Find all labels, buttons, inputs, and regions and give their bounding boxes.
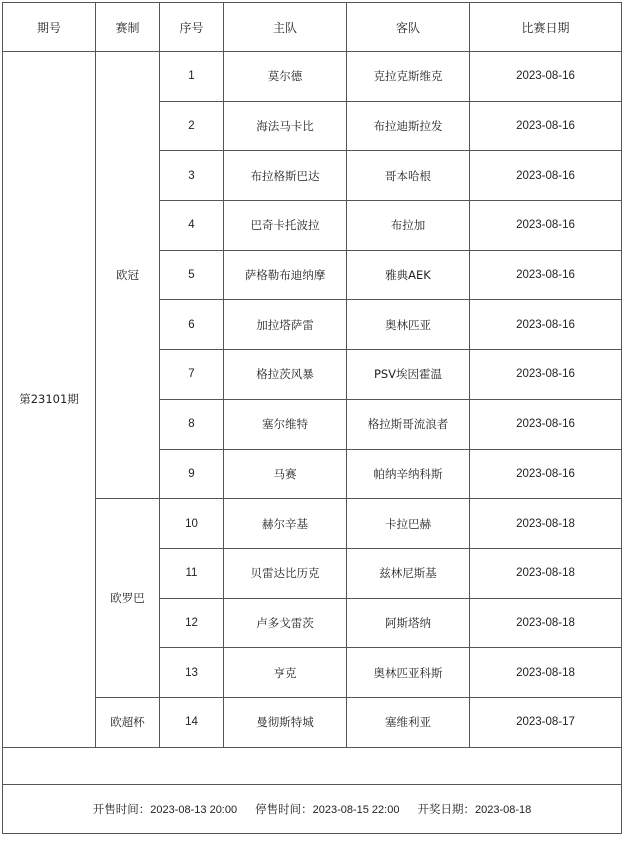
match-index: 13 — [160, 648, 224, 698]
home-team: 贝雷达比历克 — [224, 548, 347, 598]
match-date: 2023-08-16 — [470, 399, 622, 449]
home-team: 马赛 — [224, 449, 347, 499]
header-home: 主队 — [224, 3, 347, 52]
match-index: 5 — [160, 250, 224, 300]
away-team: 克拉克斯维克 — [347, 52, 470, 102]
competition-cell: 欧超杯 — [96, 697, 160, 747]
match-index: 10 — [160, 499, 224, 549]
home-team: 海法马卡比 — [224, 101, 347, 151]
home-team: 莫尔德 — [224, 52, 347, 102]
away-team: 格拉斯哥流浪者 — [347, 399, 470, 449]
match-date: 2023-08-17 — [470, 697, 622, 747]
away-team: 兹林尼斯基 — [347, 548, 470, 598]
table-row — [3, 697, 622, 747]
home-team: 塞尔维特 — [224, 399, 347, 449]
match-date: 2023-08-16 — [470, 250, 622, 300]
away-team: PSV埃因霍温 — [347, 350, 470, 400]
home-team: 布拉格斯巴达 — [224, 151, 347, 201]
match-date: 2023-08-16 — [470, 151, 622, 201]
match-date: 2023-08-16 — [470, 350, 622, 400]
table-row — [3, 52, 622, 102]
away-team: 奥林匹亚科斯 — [347, 648, 470, 698]
match-index: 1 — [160, 52, 224, 102]
header-date: 比赛日期 — [470, 3, 622, 52]
away-team: 布拉迪斯拉发 — [347, 101, 470, 151]
away-team: 卡拉巴赫 — [347, 499, 470, 549]
away-team: 奥林匹亚 — [347, 300, 470, 350]
match-schedule-table — [2, 2, 622, 834]
blank-cell — [3, 747, 622, 784]
draw-date-value: 2023-08-18 — [474, 803, 532, 816]
match-index: 6 — [160, 300, 224, 350]
away-team: 雅典AEK — [347, 250, 470, 300]
period-cell: 第23101期 — [3, 52, 96, 748]
header-competition: 赛制 — [96, 3, 160, 52]
header-index: 序号 — [160, 3, 224, 52]
home-team: 赫尔辛基 — [224, 499, 347, 549]
match-index: 11 — [160, 548, 224, 598]
match-date: 2023-08-16 — [470, 449, 622, 499]
header-row — [3, 3, 622, 52]
sale-end-label: 停售时间： — [255, 801, 313, 816]
blank-row — [3, 747, 622, 784]
competition-cell: 欧罗巴 — [96, 499, 160, 698]
home-team: 加拉塔萨雷 — [224, 300, 347, 350]
match-index: 3 — [160, 151, 224, 201]
away-team: 塞维利亚 — [347, 697, 470, 747]
table-row — [3, 499, 622, 549]
away-team: 布拉加 — [347, 201, 470, 251]
sale-end-value: 2023-08-15 22:00 — [312, 803, 400, 816]
match-date: 2023-08-18 — [470, 548, 622, 598]
competition-cell: 欧冠 — [96, 52, 160, 499]
match-index: 4 — [160, 201, 224, 251]
match-index: 12 — [160, 598, 224, 648]
away-team: 哥本哈根 — [347, 151, 470, 201]
match-date: 2023-08-16 — [470, 52, 622, 102]
home-team: 萨格勒布迪纳摩 — [224, 250, 347, 300]
match-index: 8 — [160, 399, 224, 449]
home-team: 巴奇卡托波拉 — [224, 201, 347, 251]
match-date: 2023-08-18 — [470, 499, 622, 549]
home-team: 曼彻斯特城 — [224, 697, 347, 747]
match-date: 2023-08-18 — [470, 648, 622, 698]
home-team: 亨克 — [224, 648, 347, 698]
draw-date-label: 开奖日期： — [417, 801, 475, 816]
match-date: 2023-08-16 — [470, 300, 622, 350]
match-index: 14 — [160, 697, 224, 747]
home-team: 格拉茨风暴 — [224, 350, 347, 400]
header-period: 期号 — [3, 3, 96, 52]
match-date: 2023-08-18 — [470, 598, 622, 648]
header-away: 客队 — [347, 3, 470, 52]
match-index: 9 — [160, 449, 224, 499]
footer-cell — [3, 784, 622, 833]
match-index: 2 — [160, 101, 224, 151]
away-team: 帕纳辛纳科斯 — [347, 449, 470, 499]
match-index: 7 — [160, 350, 224, 400]
sale-start-label: 开售时间： — [92, 801, 151, 816]
away-team: 阿斯塔纳 — [347, 598, 470, 648]
footer-row — [3, 784, 622, 833]
sale-start-value: 2023-08-13 20:00 — [150, 803, 238, 816]
match-date: 2023-08-16 — [470, 201, 622, 251]
match-date: 2023-08-16 — [470, 101, 622, 151]
home-team: 卢多戈雷茨 — [224, 598, 347, 648]
